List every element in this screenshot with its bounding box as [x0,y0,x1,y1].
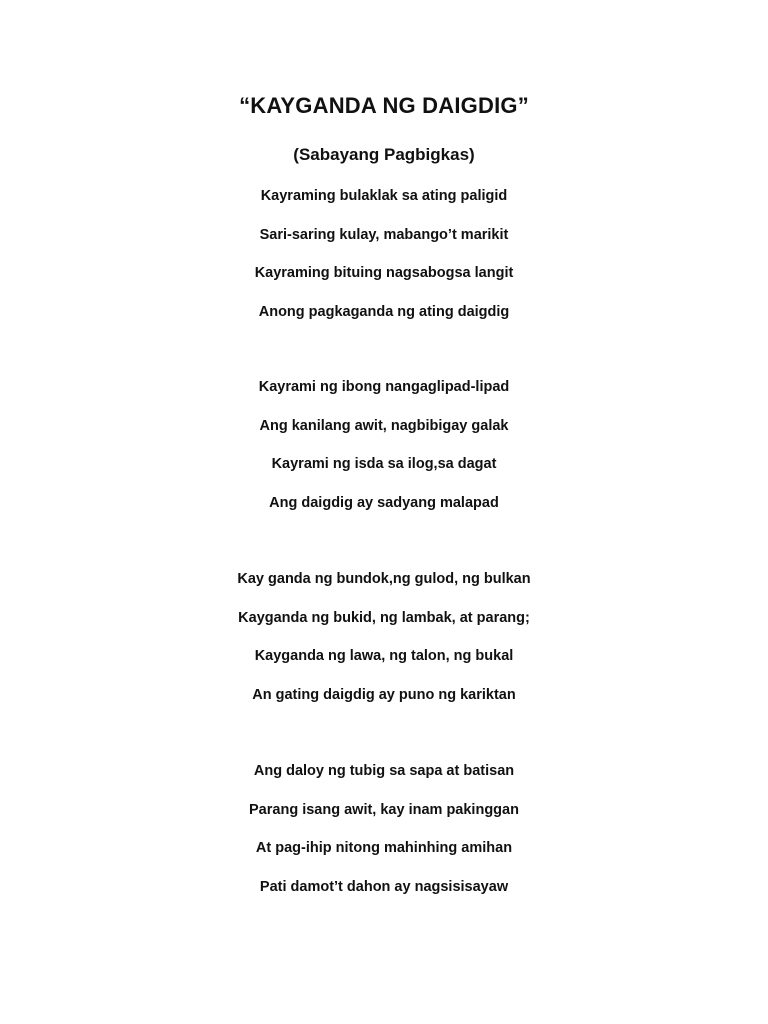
poem-line: Ang daloy ng tubig sa sapa at batisan [253,763,515,779]
poem-line: Ang daigdig ay sadyang malapad [269,494,499,511]
stanza-2 [0,377,768,513]
poem-line: Sari-saring kulay, mabango’t marikit [259,226,509,243]
stanza-4 [0,761,768,897]
poem-line: At pag-ihip nitong mahinhing amihan [255,840,513,856]
poem-line: Parang isang awit, kay inam pakinggan [249,801,519,818]
poem-line: Kayganda ng lawa, ng talon, ng bukal [254,648,514,664]
stanza-1 [0,186,768,322]
poem-title: “KAYGANDA NG DAIGDIG” [239,93,529,118]
poem-line: Pati damot’t dahon ay nagsisisayaw [259,878,509,895]
poem-line: Ang kanilang awit, nagbibigay galak [259,417,509,434]
poem-line: Anong pagkaganda ng ating daigdig [258,303,510,320]
poem-line: An gating daigdig ay puno ng kariktan [252,686,516,703]
poem-line: Kayraming bituing nagsabogsa langit [254,265,514,281]
poem-line: Kayganda ng bukid, ng lambak, at parang; [238,609,530,626]
poem-line: Kayrami ng isda sa ilog,sa dagat [271,456,497,472]
poem-line: Kayraming bulaklak sa ating paligid [260,188,508,204]
poem-line: Kay ganda ng bundok,ng gulod, ng bulkan [237,571,531,587]
stanza-3 [0,569,768,705]
poem-line: Kayrami ng ibong nangaglipad-lipad [258,379,510,395]
poem-subtitle: (Sabayang Pagbigkas) [293,145,475,164]
